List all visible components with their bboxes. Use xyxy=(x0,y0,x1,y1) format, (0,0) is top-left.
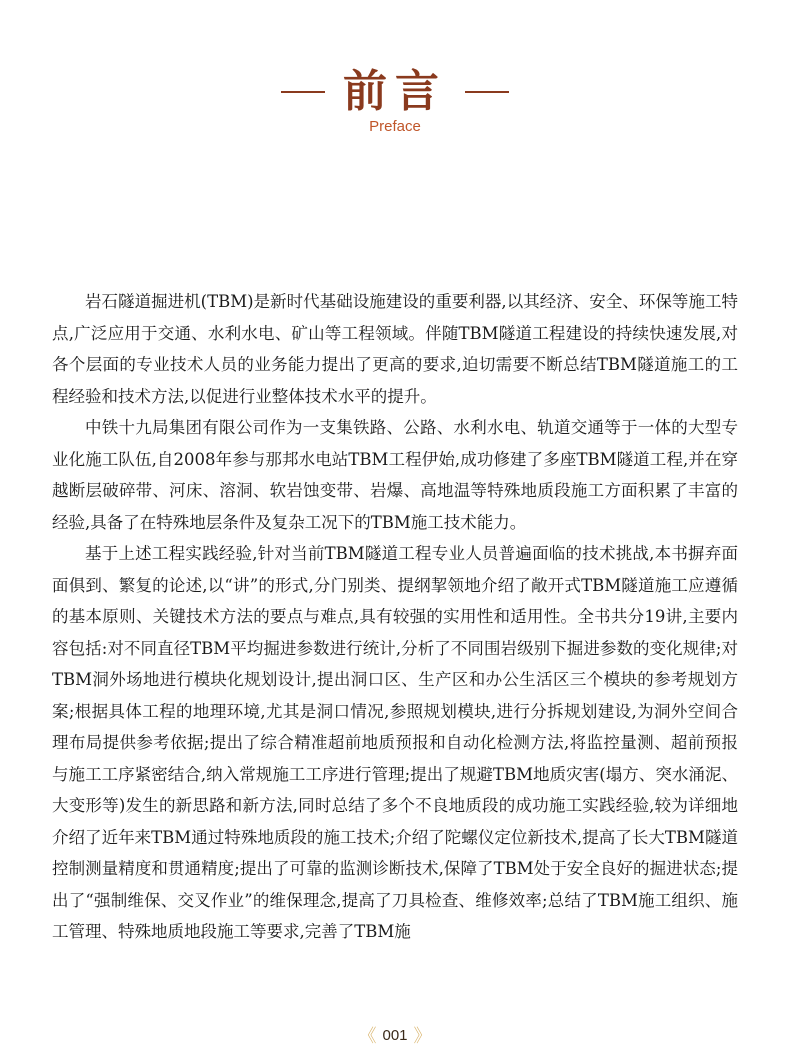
preface-body xyxy=(52,286,738,948)
page-number-left-ornament: 《 xyxy=(358,1026,377,1046)
title-right-dash xyxy=(465,91,509,93)
title-left-dash xyxy=(281,91,325,93)
page-title: 前言 xyxy=(343,66,447,117)
page-title-row xyxy=(0,62,790,122)
page-subtitle: Preface xyxy=(369,118,421,135)
paragraph-1: 岩石隧道掘进机(TBM)是新时代基础设施建设的重要利器,以其经济、安全、环保等施工特点,广泛应用于交通、水利水电、矿山等工程领域。伴随TBM隧道工程建设的持续快速发展,对各个层面的专业技术人员的业务能力提出了更高的要求,迫切需要不断总结TBM隧道施工的工程经验和技术方法,以促进行业整体技术水平的提升。 xyxy=(52,292,738,406)
page-number-right-ornament: 》 xyxy=(413,1026,432,1046)
paragraph-2: 中铁十九局集团有限公司作为一支集铁路、公路、水利水电、轨道交通等于一体的大型专业化施工队伍,自2008年参与那邦水电站TBM工程伊始,成功修建了多座TBM隧道工程,并在穿越断层破碎带、河床、溶洞、软岩蚀变带、岩爆、高地温等特殊地质段施工方面积累了丰富的经验,具备了在特殊地层条件及复杂工况下的TBM施工技术能力。 xyxy=(52,418,738,532)
paragraph-3: 基于上述工程实践经验,针对当前TBM隧道工程专业人员普遍面临的技术挑战,本书摒弃面面俱到、繁复的论述,以“讲”的形式,分门别类、提纲挈领地介绍了敞开式TBM隧道施工应遵循的基本原则、关键技术方法的要点与难点,具有较强的实用性和适用性。全书共分19讲,主要内容包括:对不同直径TBM平均掘进参数进行统计,分析了不同围岩级别下掘进参数的变化规律;对TBM洞外场地进行模块化规划设计,提出洞口区、生产区和办公生活区三个模块的参考规划方案;根据具体工程的地理环境,尤其是洞口情况,参照规划模块,进行分拆规划建设,为洞外空间合理布局提供参考依据;提出了综合精准超前地质预报和自动化检测方法,将监控量测、超前预报与施工工序紧密结合,纳入常规施工工序进行管理;提出了规避TBM地质灾害(塌方、突水涌泥、大变形等)发生的新思路和新方法,同时总结了多个不良地质段的成功施工实践经验,较为详细地介绍了近年来TBM通过特殊地质段的施工技术;介绍了陀螺仪定位新技术,提高了长大TBM隧道控制测量精度和贯通精度;提出了可靠的监测诊断技术,保障了TBM处于安全良好的掘进状态;提出了“强制维保、交叉作业”的维保理念,提高了刀具检查、维修效率;总结了TBM施工组织、施工管理、特殊地质地段施工等要求,完善了TBM施 xyxy=(52,544,738,941)
page-number-footer xyxy=(0,1022,790,1048)
page-number: 001 xyxy=(382,1026,408,1044)
